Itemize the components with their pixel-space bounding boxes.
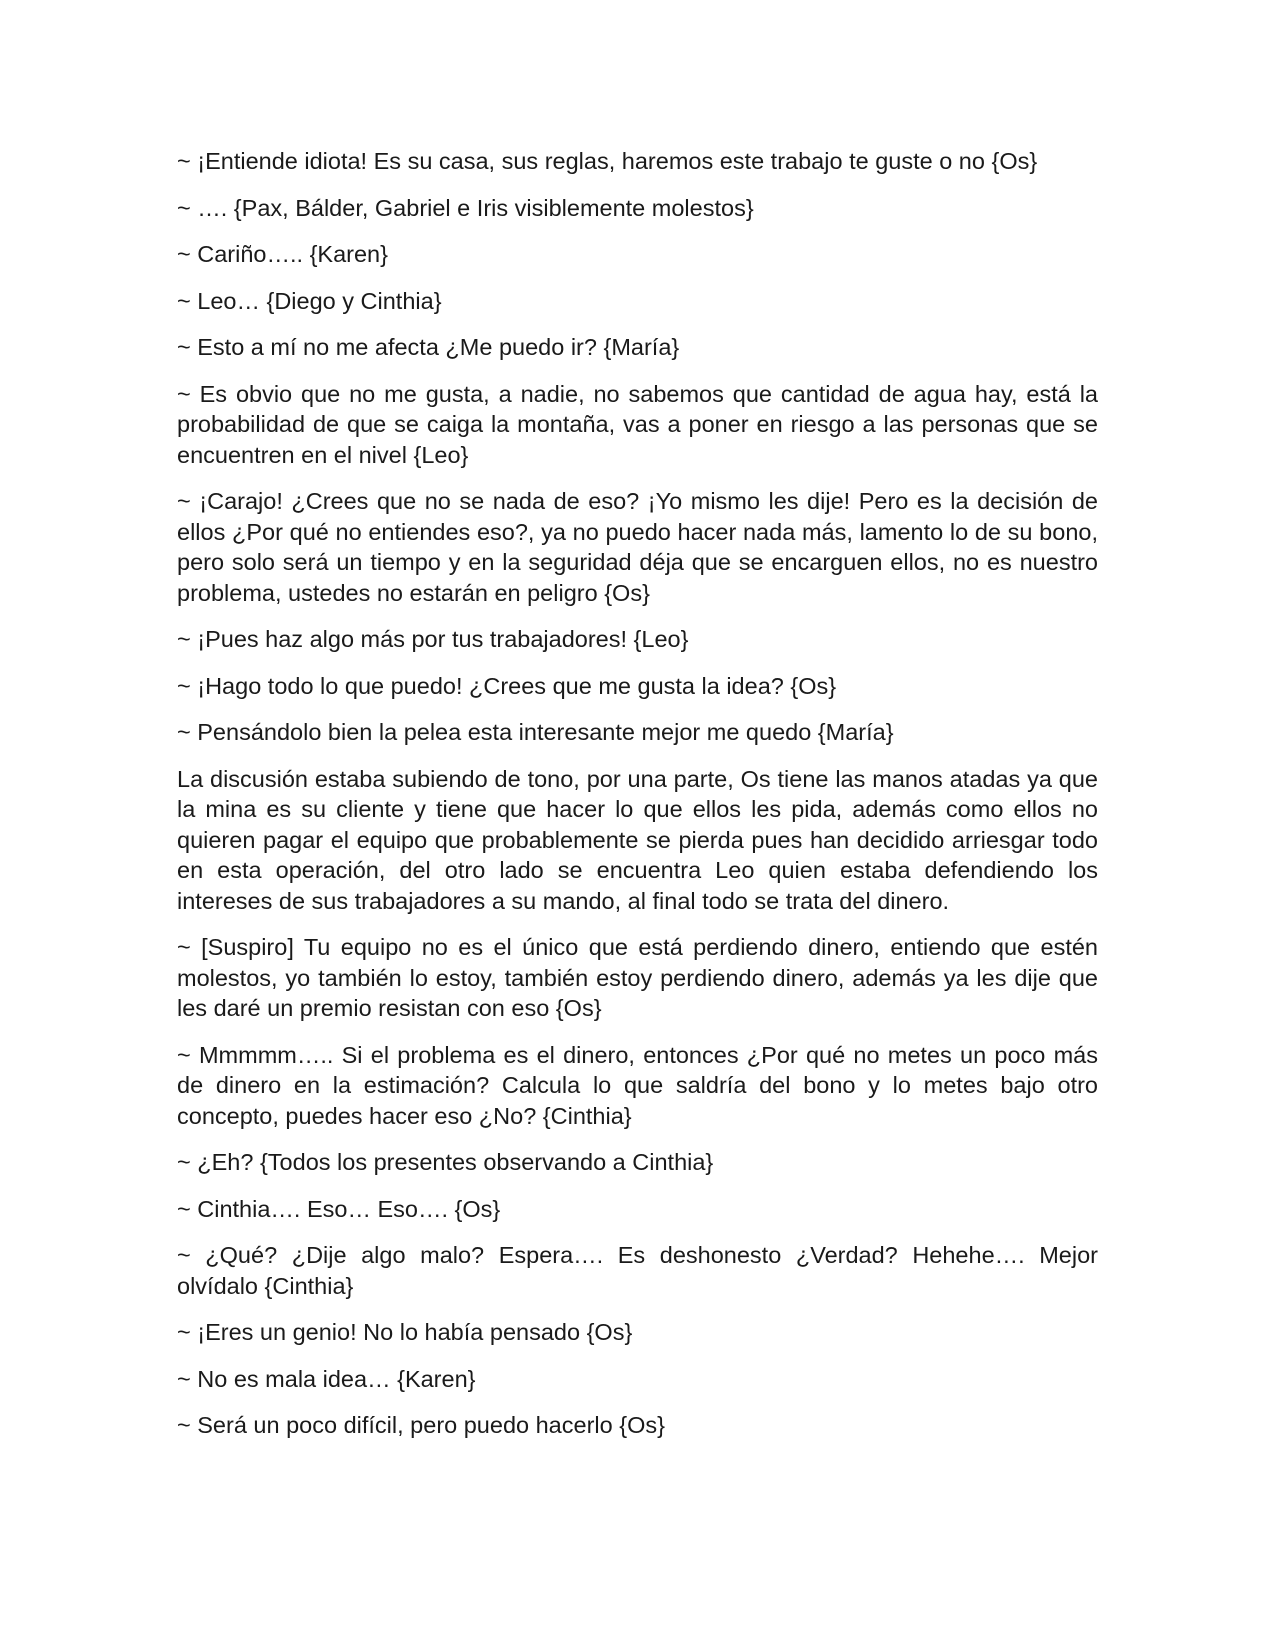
dialogue-line: ~ ¿Qué? ¿Dije algo malo? Espera…. Es deshonesto ¿Verdad? Hehehe…. Mejor olvídalo {Cinthia} xyxy=(177,1242,1098,1299)
dialogue-line: ~ Será un poco difícil, pero puedo hacerlo {Os} xyxy=(177,1412,665,1438)
dialogue-line: ~ ¡Carajo! ¿Crees que no se nada de eso? ¡Yo mismo les dije! Pero es la decisión de ellos ¿Por qué no entiendes eso?, ya no puedo hacer nada más, lamento lo de su bono, pero solo será un tiempo y en la seguridad déja que se encarguen ellos, no es nuestro problema, ustedes no estarán en peligro {Os} xyxy=(177,488,1098,606)
dialogue-line: ~ Pensándolo bien la pelea esta interesante mejor me quedo {María} xyxy=(177,719,894,745)
dialogue-line: ~ Cinthia…. Eso… Eso…. {Os} xyxy=(177,1195,501,1222)
dialogue-line: ~ ¡Entiende idiota! Es su casa, sus reglas, haremos este trabajo te guste o no {Os} xyxy=(177,148,1038,174)
dialogue-line: ~ Mmmmm….. Si el problema es el dinero, entonces ¿Por qué no metes un poco más de dinero en la estimación? Calcula lo que saldría del bono y lo metes bajo otro concepto, puedes hacer eso ¿No? {Cinthia} xyxy=(177,1041,1098,1129)
document-body xyxy=(177,146,1098,1457)
dialogue-line: ~ Leo… {Diego y Cinthia} xyxy=(177,287,442,314)
dialogue-line: ~ ¡Pues haz algo más por tus trabajadores! {Leo} xyxy=(177,626,689,652)
dialogue-line: ~ Es obvio que no me gusta, a nadie, no sabemos que cantidad de agua hay, está la probabilidad de que se caiga la montaña, vas a poner en riesgo a las personas que se encuentren en el nivel {Leo} xyxy=(177,380,1098,468)
dialogue-line: ~ [Suspiro] Tu equipo no es el único que está perdiendo dinero, entiendo que estén molestos, yo también lo estoy, también estoy perdiendo dinero, además ya les dije que les daré un premio resistan con eso {Os} xyxy=(177,934,1098,1021)
dialogue-line: ~ Cariño….. {Karen} xyxy=(177,241,388,267)
dialogue-line: ~ ¡Eres un genio! No lo había pensado {Os} xyxy=(177,1319,633,1345)
narration-paragraph: La discusión estaba subiendo de tono, por una parte, Os tiene las manos atadas ya que la mina es su cliente y tiene que hacer lo que ellos les pida, además como ellos no quieren pagar el equipo que probablemente se pierda pues han decidido arriesgar todo en esta operación, del otro lado se encuentra Leo quien estaba defendiendo los intereses de sus trabajadores a su mando, al final todo se trata del dinero. xyxy=(177,765,1098,914)
dialogue-line: ~ ¿Eh? {Todos los presentes observando a Cinthia} xyxy=(177,1149,714,1175)
dialogue-line: ~ No es mala idea… {Karen} xyxy=(177,1365,476,1392)
dialogue-line: ~ ¡Hago todo lo que puedo! ¿Crees que me gusta la idea? {Os} xyxy=(177,672,837,699)
dialogue-line: ~ Esto a mí no me afecta ¿Me puedo ir? {María} xyxy=(177,334,680,360)
dialogue-line: ~ …. {Pax, Bálder, Gabriel e Iris visiblemente molestos} xyxy=(177,194,754,221)
